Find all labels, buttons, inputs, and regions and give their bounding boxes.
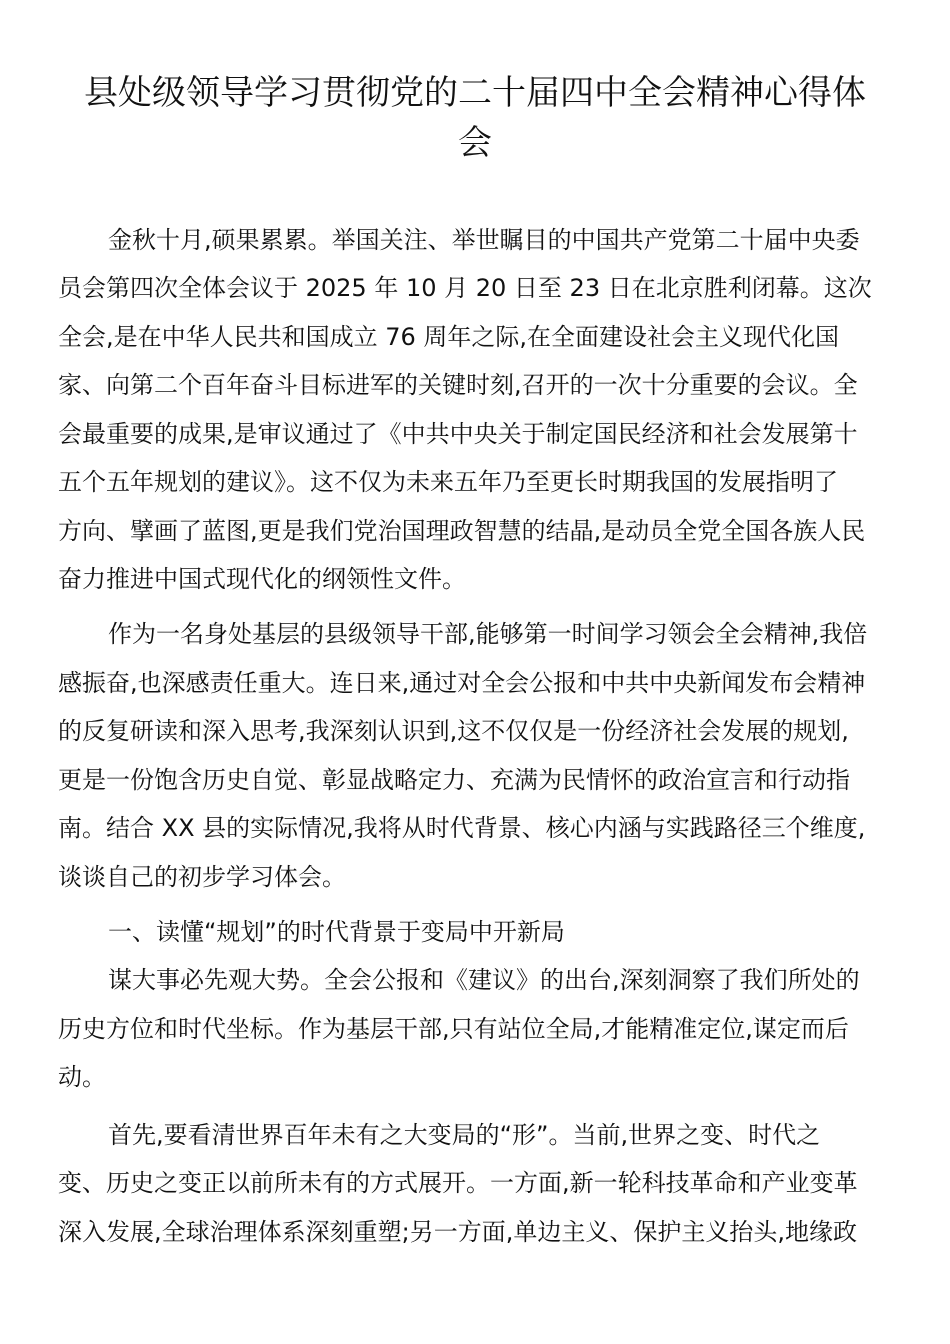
text-line: 首先,要看清世界百年未有之大变局的“形”。当前,世界之变、时代之: [108, 1121, 821, 1149]
text-line: 的反复研读和深入思考,我深刻认识到,这不仅仅是一份经济社会发展的规划,: [58, 717, 849, 745]
title-line: 会: [458, 123, 492, 163]
text-line: 历史方位和时代坐标。作为基层干部,只有站位全局,才能精准定位,谋定而后: [58, 1015, 849, 1043]
document-title: [58, 68, 892, 168]
text-line: 会最重要的成果,是审议通过了《中共中央关于制定国民经济和社会发展第十: [58, 420, 858, 448]
text-line: 五个五年规划的建议》。这不仅为未来五年乃至更长时期我国的发展指明了: [58, 468, 838, 496]
text-line: 变、历史之变正以前所未有的方式展开。一方面,新一轮科技革命和产业变革: [58, 1169, 858, 1197]
text-line: 家、向第二个百年奋斗目标进军的关键时刻,召开的一次十分重要的会议。全: [58, 371, 858, 399]
text-line: 方向、擘画了蓝图,更是我们党治国理政智慧的结晶,是动员全党全国各族人民: [58, 517, 866, 545]
text-line: 感振奋,也深感责任重大。连日来,通过对全会公报和中共中央新闻发布会精神: [58, 669, 866, 697]
heading-line: 一、读懂“规划”的时代背景于变局中开新局: [108, 918, 565, 946]
text-line: 动。: [58, 1063, 106, 1091]
text-line: 谋大事必先观大势。全会公报和《建议》的出台,深刻洞察了我们所处的: [108, 966, 860, 994]
text-line: 金秋十月,硕果累累。举国关注、举世瞩目的中国共产党第二十届中央委: [108, 226, 860, 254]
text-line: 奋力推进中国式现代化的纲领性文件。: [58, 565, 466, 593]
text-line: 全会,是在中华人民共和国成立 76 周年之际,在全面建设社会主义现代化国: [58, 323, 840, 351]
text-line: 员会第四次全体会议于 2025 年 10 月 20 日至 23 日在北京胜利闭幕。这次: [58, 274, 872, 302]
text-line: 谈谈自己的初步学习体会。: [58, 863, 346, 891]
text-line: 深入发展,全球治理体系深刻重塑;另一方面,单边主义、保护主义抬头,地缘政: [58, 1218, 857, 1246]
text-line: 南。结合 XX 县的实际情况,我将从时代背景、核心内涵与实践路径三个维度,: [58, 814, 866, 842]
text-line: 更是一份饱含历史自觉、彰显战略定力、充满为民情怀的政治宣言和行动指: [58, 766, 850, 794]
text-line: 作为一名身处基层的县级领导干部,能够第一时间学习领会全会精神,我倍: [108, 620, 868, 648]
title-line: 县处级领导学习贯彻党的二十届四中全会精神心得体: [84, 73, 866, 113]
